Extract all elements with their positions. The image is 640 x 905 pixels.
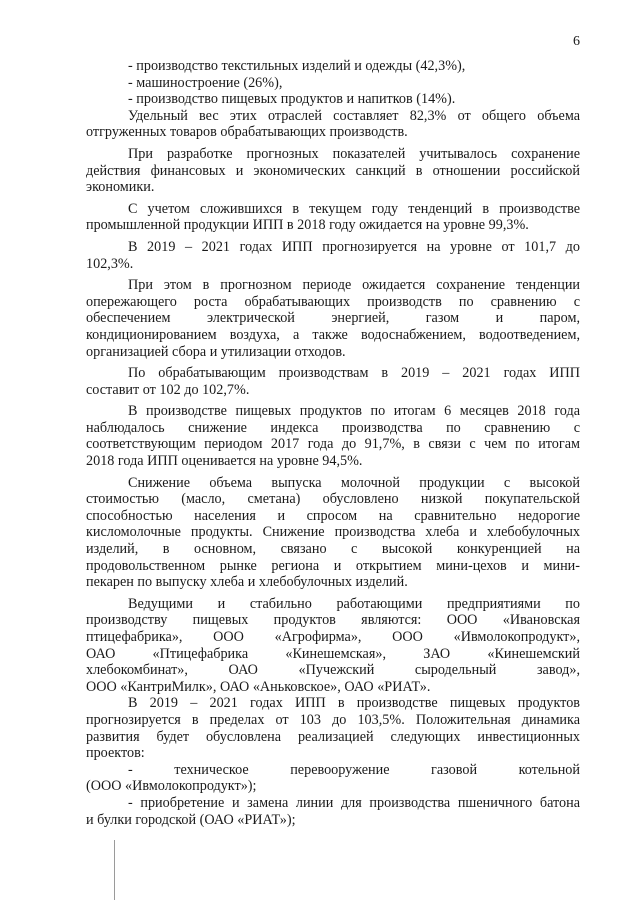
text-line: (ООО «Ивмолокопродукт»); bbox=[86, 778, 257, 795]
text-line: способностью населения и спросом на сравнительно недорогие bbox=[86, 507, 580, 524]
paragraph-ipp-2018 bbox=[86, 201, 580, 234]
text-line: организацией сбора и утилизации отходов. bbox=[86, 343, 346, 360]
text-line: производству пищевых продуктов являются: ООО «Ивановская bbox=[86, 612, 580, 629]
text-line: Ведущими и стабильно работающими предприятиями по bbox=[128, 595, 580, 612]
text-line: и булки городской (ОАО «РИАТ»); bbox=[86, 811, 296, 828]
text-line: опережающего роста обрабатывающих производств по сравнению с bbox=[86, 293, 580, 310]
paragraph-leading-enterprises bbox=[86, 596, 580, 696]
text-line: Удельный вес этих отраслей составляет 82,3% от общего объема bbox=[128, 107, 580, 124]
text-line: При этом в прогнозном периоде ожидается сохранение тенденции bbox=[128, 277, 580, 294]
project-item bbox=[86, 762, 580, 795]
text-line: стоимостью (масло, сметана) обусловлено низкой покупательской bbox=[86, 491, 580, 508]
text-line: соответствующим периодом 2017 года до 91,7%, в связи с чем по итогам bbox=[86, 436, 580, 453]
text-line: ОАО «Птицефабрика «Кинешемская», ЗАО «Кинешемский bbox=[86, 645, 580, 662]
text-line: В 2019 – 2021 годах ИПП в производстве пищевых продуктов bbox=[128, 695, 580, 712]
list-item: - производство текстильных изделий и одежды (42,3%), bbox=[128, 58, 466, 74]
text-line: наблюдалось снижение индекса производства по сравнению с bbox=[86, 419, 580, 436]
text-line: кондиционированием воздуха, а также водоснабжением, водоотведением, bbox=[86, 326, 580, 343]
text-line: По обрабатывающим производствам в 2019 – 2021 годах ИПП bbox=[128, 365, 580, 382]
list-item: - машиностроение (26%), bbox=[128, 74, 283, 91]
text-line: 2018 года ИПП оценивается на уровне 94,5%. bbox=[86, 453, 363, 470]
text-line: кисломолочные продукты. Снижение производства хлеба и хлебобулочных bbox=[86, 524, 580, 541]
paragraph-sanctions bbox=[86, 146, 580, 196]
paragraph-food-production bbox=[86, 403, 580, 469]
text-line: хлебокомбинат», ОАО «Пучежский сыродельный завод», bbox=[86, 662, 580, 679]
project-item bbox=[86, 795, 580, 828]
text-line: пекарен по выпуску хлеба и хлебобулочных изделий. bbox=[86, 574, 408, 591]
text-line: В производстве пищевых продуктов по итогам 6 месяцев 2018 года bbox=[128, 403, 580, 420]
paragraph-dairy-decline bbox=[86, 475, 580, 591]
text-line: птицефабрика», ООО «Агрофирма», ООО «Ивмолокопродукт», bbox=[86, 629, 580, 645]
text-line: изделий, в основном, связано с высокой конкуренцией на bbox=[86, 541, 580, 558]
text-line: Снижение объема выпуска молочной продукции с высокой bbox=[128, 474, 580, 491]
text-line: прогнозируется в пределах от 103 до 103,5%. Положительная динамика bbox=[86, 711, 580, 728]
text-line: проектов: bbox=[86, 745, 145, 762]
text-line: развития будет обусловлена реализацией следующих инвестиционных bbox=[86, 728, 580, 745]
text-line: - приобретение и замена линии для производства пшеничного батона bbox=[128, 794, 580, 811]
text-line: - техническое перевооружение газовой котельной bbox=[128, 761, 580, 778]
text-line: действия финансовых и экономических санкций в отношении российской bbox=[86, 162, 580, 179]
scan-margin-mark bbox=[114, 840, 115, 900]
text-line: промышленной продукции ИПП в 2018 году ожидается на уровне 99,3%. bbox=[86, 217, 529, 234]
text-line: ООО «КантриМилк», ОАО «Аньковское», ОАО «РИАТ». bbox=[86, 678, 431, 695]
text-line: С учетом сложившихся в текущем году тенденций в производстве bbox=[128, 200, 580, 217]
text-line: обеспечением электрической энергией, газом и паром, bbox=[86, 310, 580, 327]
text-line: составит от 102 до 102,7%. bbox=[86, 381, 250, 398]
paragraph-ipp-forecast bbox=[86, 239, 580, 272]
list-item: - производство пищевых продуктов и напитков (14%). bbox=[128, 91, 456, 108]
paragraph-share bbox=[86, 108, 580, 141]
text-line: отгруженных товаров обрабатывающих производств. bbox=[86, 124, 408, 141]
industry-list bbox=[86, 58, 580, 108]
text-line: В 2019 – 2021 годах ИПП прогнозируется на уровне от 101,7 до bbox=[128, 238, 580, 255]
paragraph-food-forecast bbox=[86, 695, 580, 761]
text-line: экономики. bbox=[86, 179, 155, 196]
text-line: продовольственном рынке региона и открытием мини-цехов и мини- bbox=[86, 557, 580, 574]
page-number: 6 bbox=[573, 34, 580, 49]
text-line: 102,3%. bbox=[86, 255, 134, 272]
paragraph-trend bbox=[86, 277, 580, 360]
text-line: При разработке прогнозных показателей учитывалось сохранение bbox=[128, 145, 580, 162]
paragraph-manufacturing bbox=[86, 365, 580, 398]
document-body bbox=[86, 58, 580, 828]
